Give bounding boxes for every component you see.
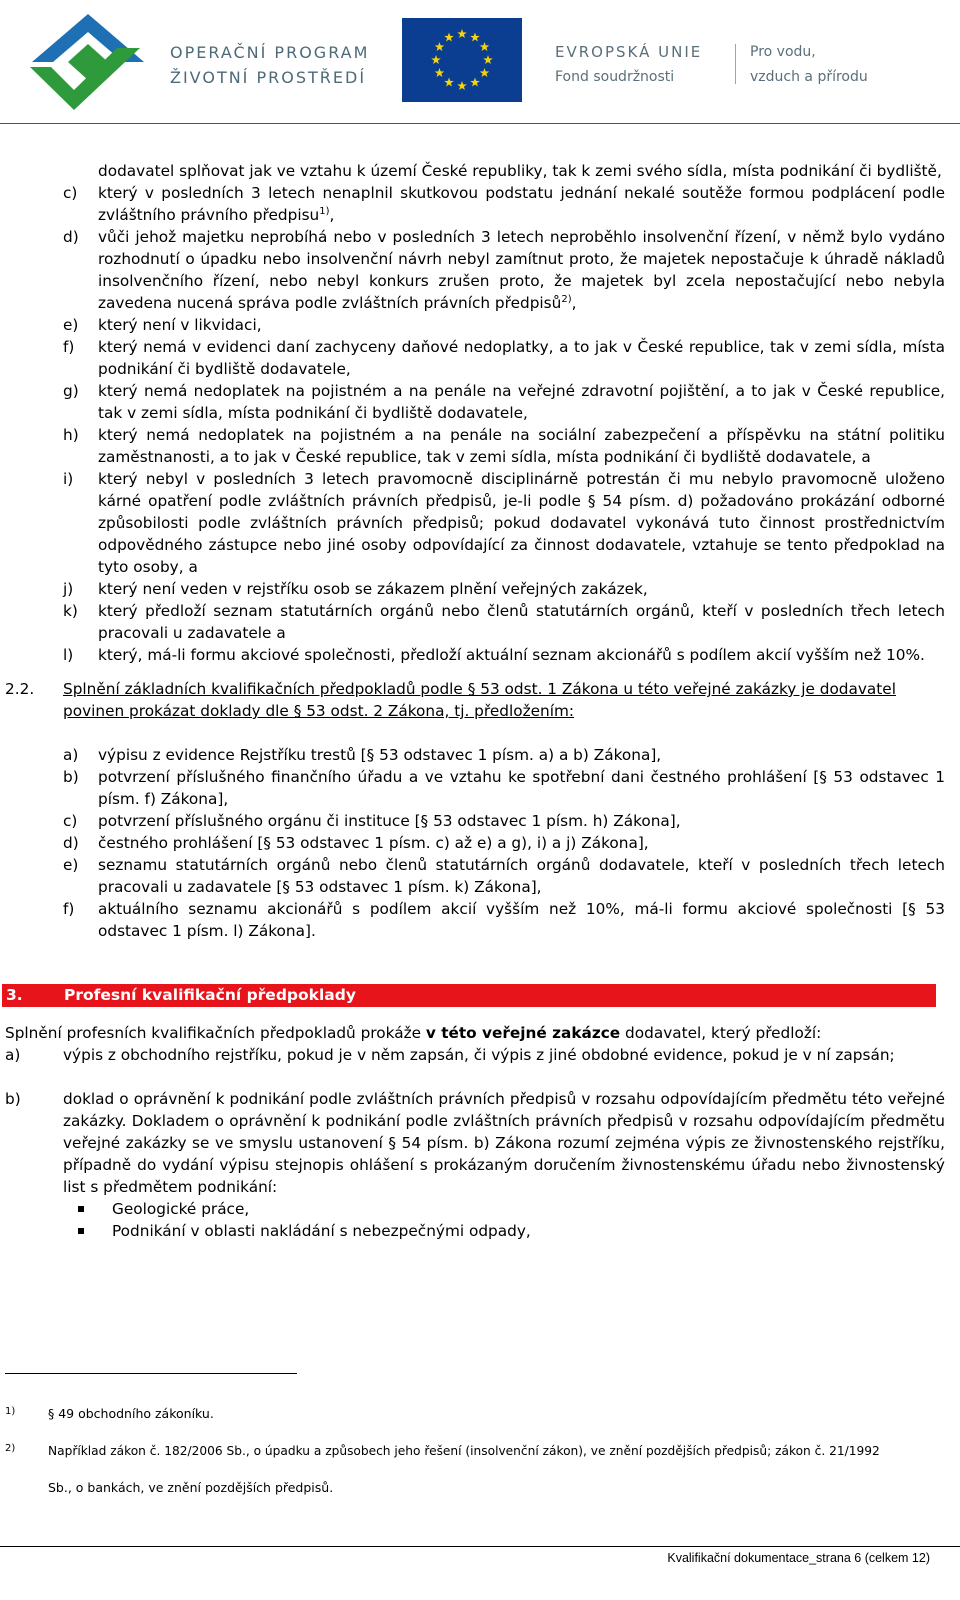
item-label: a) bbox=[63, 746, 79, 764]
bullet-item bbox=[0, 1198, 960, 1220]
item-label: f) bbox=[63, 900, 75, 918]
proof-item-a bbox=[0, 744, 960, 766]
footnote-mark: 1) bbox=[5, 1406, 16, 1417]
item-label: b) bbox=[5, 1090, 21, 1108]
item-text: který není veden v rejstříku osob se zákazem plnění veřejných zakázek, bbox=[98, 580, 648, 598]
item-label: b) bbox=[63, 768, 79, 786]
footnote-separator bbox=[5, 1373, 297, 1374]
list-item-c bbox=[0, 182, 960, 226]
header-rule bbox=[0, 123, 960, 124]
list-item-e bbox=[0, 314, 960, 336]
section-3-heading-bar bbox=[2, 984, 936, 1007]
item-tail: , bbox=[329, 206, 335, 224]
item-text: který nebyl v posledních 3 letech pravomocně disciplinárně potrestán či mu nebylo pravomocně uloženo kárné opatření podle zvláštních právních předpisů, je-li podle § 54 písm. d) požadováno prokázání odborné způsobilosti podle zvláštních právních předpisů; pokud dodavatel vykonává tuto činnost prostřednictvím odpovědného zástupce nebo jiné osoby odpovídající za činnost dodavatele, vztahuje se tento předpoklad na tyto osoby, a bbox=[98, 470, 945, 576]
item-label: a) bbox=[5, 1046, 21, 1064]
item-label: d) bbox=[63, 834, 79, 852]
footnote-ref-2: 2) bbox=[561, 293, 572, 305]
item-label: c) bbox=[63, 812, 78, 830]
list-item-g bbox=[0, 380, 960, 424]
item-tail: , bbox=[571, 294, 577, 312]
section-number: 3. bbox=[6, 986, 23, 1004]
list-item-d bbox=[0, 226, 960, 314]
item-label: j) bbox=[63, 580, 74, 598]
section-title: Splnění základních kvalifikačních předpokladů podle § 53 odst. 1 Zákona u této veřejné zakázky je dodavatel povinen prokázat doklady dle § 53 odst. 2 Zákona, tj. předložením: bbox=[63, 680, 896, 720]
document-body bbox=[0, 160, 960, 1242]
slogan-line-2: vzduch a přírodu bbox=[750, 69, 868, 85]
item-text: výpis z obchodního rejstříku, pokud je v něm zapsán, či výpis z jiné obdobné evidence, pokud je v ní zapsán; bbox=[63, 1046, 895, 1064]
item-text: který nemá v evidenci daní zachyceny daňové nedoplatky, a to jak v České republice, tak v zemi sídla, místa podnikání či bydliště dodavatele, bbox=[98, 338, 945, 378]
proof-item-e bbox=[0, 854, 960, 898]
item-label: k) bbox=[63, 602, 78, 620]
footnote-text: Například zákon č. 182/2006 Sb., o úpadku a způsobech jeho řešení (insolvenční zákon), ve znění pozdějších předpisů; zákon č. 21/1992 bbox=[48, 1444, 880, 1458]
item-text: aktuálního seznamu akcionářů s podílem akcií vyšším než 10%, má-li formu akciové společnosti [§ 53 odstavec 1 písm. l) Zákona]. bbox=[98, 900, 945, 940]
bullet-text: Geologické práce, bbox=[112, 1200, 250, 1218]
list-item-h bbox=[0, 424, 960, 468]
item-label: c) bbox=[63, 184, 78, 202]
list-item-f bbox=[0, 336, 960, 380]
item-text: výpisu z evidence Rejstříku trestů [§ 53 odstavec 1 písm. a) a b) Zákona], bbox=[98, 746, 662, 764]
item-label: d) bbox=[63, 228, 79, 246]
eu-flag-icon bbox=[402, 18, 522, 102]
item-text: který, má-li formu akciové společnosti, předloží aktuální seznam akcionářů s podílem akcií vyšším než 10%. bbox=[98, 646, 925, 664]
header-divider bbox=[735, 44, 736, 84]
list-item-l bbox=[0, 644, 960, 666]
item-label: e) bbox=[63, 856, 79, 874]
op-line-1: OPERAČNÍ PROGRAM bbox=[170, 43, 370, 62]
item-text: který v posledních 3 letech nenaplnil skutkovou podstatu jednání nekalé soutěže formou podplácení podle zvláštního právního předpisu bbox=[98, 184, 945, 224]
list-item-k bbox=[0, 600, 960, 644]
eu-title bbox=[555, 40, 702, 90]
list-lead-text: dodavatel splňovat jak ve vztahu k území České republiky, tak k zemi svého sídla, místa podnikání či bydliště, bbox=[98, 162, 942, 180]
op-title bbox=[170, 40, 369, 90]
item-text: doklad o oprávnění k podnikání podle zvláštních právních předpisů v rozsahu odpovídajícím předmětu této veřejné zakázky. Dokladem o oprávnění k podnikání podle zvláštních právních předpisů v rozsahu odpovídajícím předmětu veřejné zakázky se ve smyslu ustanovení § 54 písm. b) Zákona rozumí zejména výpis ze živnostenského rejstříku, případně do vydání výpisu stejnopis ohlášení s prokázaným doručením živnostenskému úřadu nebo živnostenský list s předmětem podnikání: bbox=[63, 1090, 945, 1196]
footnote-ref-1: 1) bbox=[319, 205, 330, 217]
slogan bbox=[750, 40, 868, 90]
item-label: e) bbox=[63, 316, 79, 334]
footnote-text-cont: Sb., o bankách, ve znění pozdějších předpisů. bbox=[48, 1480, 334, 1495]
item-text: který předloží seznam statutárních orgánů nebo členů statutárních orgánů, kteří v posledních třech letech pracovali u zadavatele a bbox=[98, 602, 945, 642]
item-text: potvrzení příslušného finančního úřadu a ve vztahu ke spotřební dani čestného prohlášení [§ 53 odstavec 1 písm. f) Zákona], bbox=[98, 768, 945, 808]
proof-item-c bbox=[0, 810, 960, 832]
item-text: který nemá nedoplatek na pojistném a na penále na veřejné zdravotní pojištění, a to jak v České republice, tak v zemi sídla, místa podnikání či bydliště dodavatele, bbox=[98, 382, 945, 422]
item-label: h) bbox=[63, 426, 79, 444]
item-text: potvrzení příslušného orgánu či instituce [§ 53 odstavec 1 písm. h) Zákona], bbox=[98, 812, 681, 830]
item-text: vůči jehož majetku neprobíhá nebo v posledních 3 letech neproběhlo insolvenční řízení, v němž bylo vydáno rozhodnutí o úpadku nebo insolvenční návrh nebyl zamítnut proto, že majetek nepostačuje k úhradě nákladů insolvenčního řízení, nebo nebyl konkurs zrušen proto, že majetek byl zcela nepostačující nebo nebyla zavedena nucená správa podle zvláštních právních předpisů bbox=[98, 228, 945, 312]
intro-text: Splnění profesních kvalifikačních předpokladů prokáže bbox=[5, 1024, 426, 1042]
footnote-mark: 2) bbox=[5, 1443, 16, 1454]
footer-rule bbox=[0, 1546, 960, 1547]
intro-bold-text: v této veřejné zakázce bbox=[425, 1024, 621, 1042]
opzp-logo-icon bbox=[22, 12, 154, 112]
bullet-text: Podnikání v oblasti nakládání s nebezpečnými odpady, bbox=[112, 1222, 531, 1240]
slogan-line-1: Pro vodu, bbox=[750, 44, 816, 60]
proof-item-b bbox=[0, 766, 960, 810]
item-text: který nemá nedoplatek na pojistném a na penále na sociální zabezpečení a příspěvku na státní politiku zaměstnanosti, a to jak v České republice, tak v zemi sídla, místa podnikání či bydliště dodavatele, a bbox=[98, 426, 945, 466]
intro-text-end: dodavatel, který předloží: bbox=[620, 1024, 822, 1042]
section-3-intro bbox=[0, 1022, 960, 1044]
proof-item-f bbox=[0, 898, 960, 942]
list-item-j bbox=[0, 578, 960, 600]
item-label: i) bbox=[63, 470, 74, 488]
eu-line-1: EVROPSKÁ UNIE bbox=[555, 43, 703, 61]
op-line-2: ŽIVOTNÍ PROSTŘEDÍ bbox=[170, 68, 367, 87]
prof-item-b bbox=[0, 1088, 960, 1198]
prof-item-a bbox=[0, 1044, 960, 1066]
square-bullet-icon bbox=[78, 1206, 84, 1212]
section-number: 2.2. bbox=[5, 680, 35, 698]
footnote-text: § 49 obchodního zákoníku. bbox=[48, 1406, 214, 1421]
item-text: seznamu statutárních orgánů nebo členů statutárních orgánů dodavatele, kteří v posledních třech letech pracovali u zadavatele [§ 53 odstavec 1 písm. k) Zákona], bbox=[98, 856, 945, 896]
item-label: l) bbox=[63, 646, 74, 664]
eu-line-2: Fond soudržnosti bbox=[555, 69, 675, 85]
section-title: Profesní kvalifikační předpoklady bbox=[64, 986, 356, 1004]
item-label: f) bbox=[63, 338, 75, 356]
page-header bbox=[0, 0, 960, 124]
item-label: g) bbox=[63, 382, 79, 400]
list-item-i bbox=[0, 468, 960, 578]
item-text: který není v likvidaci, bbox=[98, 316, 262, 334]
item-text: čestného prohlášení [§ 53 odstavec 1 písm. c) až e) a g), i) a j) Zákona], bbox=[98, 834, 649, 852]
square-bullet-icon bbox=[78, 1228, 84, 1234]
proof-item-d bbox=[0, 832, 960, 854]
page-footer: Kvalifikační dokumentace_strana 6 (celkem 12) bbox=[667, 1551, 930, 1565]
bullet-item bbox=[0, 1220, 960, 1242]
section-2-2-heading bbox=[0, 678, 960, 722]
